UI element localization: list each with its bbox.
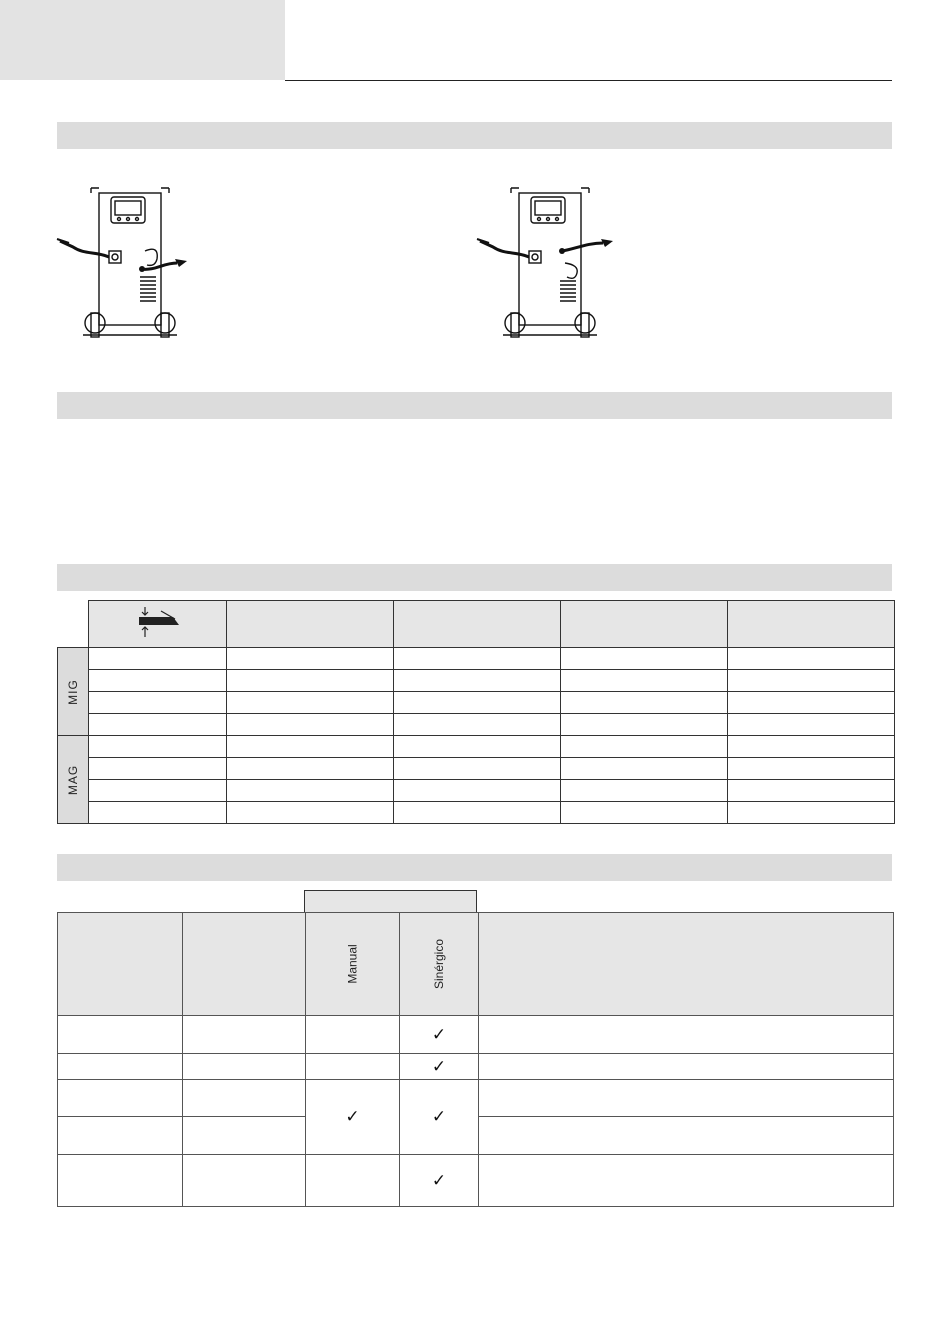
group-mig-cell — [58, 648, 89, 736]
section-bar-1 — [57, 122, 892, 149]
modes-table — [57, 912, 894, 1207]
section-bar-3 — [57, 564, 892, 591]
mode-group-header — [304, 890, 477, 912]
synergic-label: Sinérgico — [432, 938, 446, 990]
group-mag-cell — [58, 736, 89, 824]
table-row — [58, 1155, 894, 1207]
table-row — [58, 1054, 894, 1080]
welding-machine-left-icon — [55, 185, 195, 345]
welding-machine-right-icon — [475, 185, 615, 345]
table-row — [58, 1080, 894, 1117]
table-row — [58, 1016, 894, 1054]
col-header-cell — [728, 601, 895, 648]
check-icon: ✓ — [431, 1107, 447, 1126]
header-corner-block — [0, 0, 285, 80]
table-row — [58, 670, 895, 692]
table-row — [58, 714, 895, 736]
group-label: MAG — [66, 764, 81, 795]
group-label: MIG — [66, 678, 81, 705]
col-header-cell — [227, 601, 394, 648]
header-rule — [285, 80, 892, 81]
check-icon: ✓ — [431, 1170, 447, 1190]
header-cell — [58, 913, 183, 1016]
check-icon: ✓ — [345, 1107, 360, 1126]
table-row — [58, 758, 895, 780]
table-row — [58, 692, 895, 714]
process-table — [57, 600, 895, 824]
table-row — [58, 736, 895, 758]
col-header-cell — [561, 601, 728, 648]
manual-label: Manual — [345, 944, 360, 984]
manual-header — [306, 913, 400, 1016]
section-bar-2 — [57, 392, 892, 419]
check-icon: ✓ — [431, 1024, 447, 1044]
header-cell — [479, 913, 894, 1016]
thickness-header-cell — [89, 601, 227, 648]
header-cell — [183, 913, 306, 1016]
col-header-cell — [394, 601, 561, 648]
synergic-header — [400, 913, 479, 1016]
table-row — [58, 648, 895, 670]
check-icon: ✓ — [431, 1056, 447, 1076]
table-row — [58, 802, 895, 824]
section-bar-4 — [57, 854, 892, 881]
sheet-thickness-icon — [131, 605, 185, 639]
table-row — [58, 780, 895, 802]
